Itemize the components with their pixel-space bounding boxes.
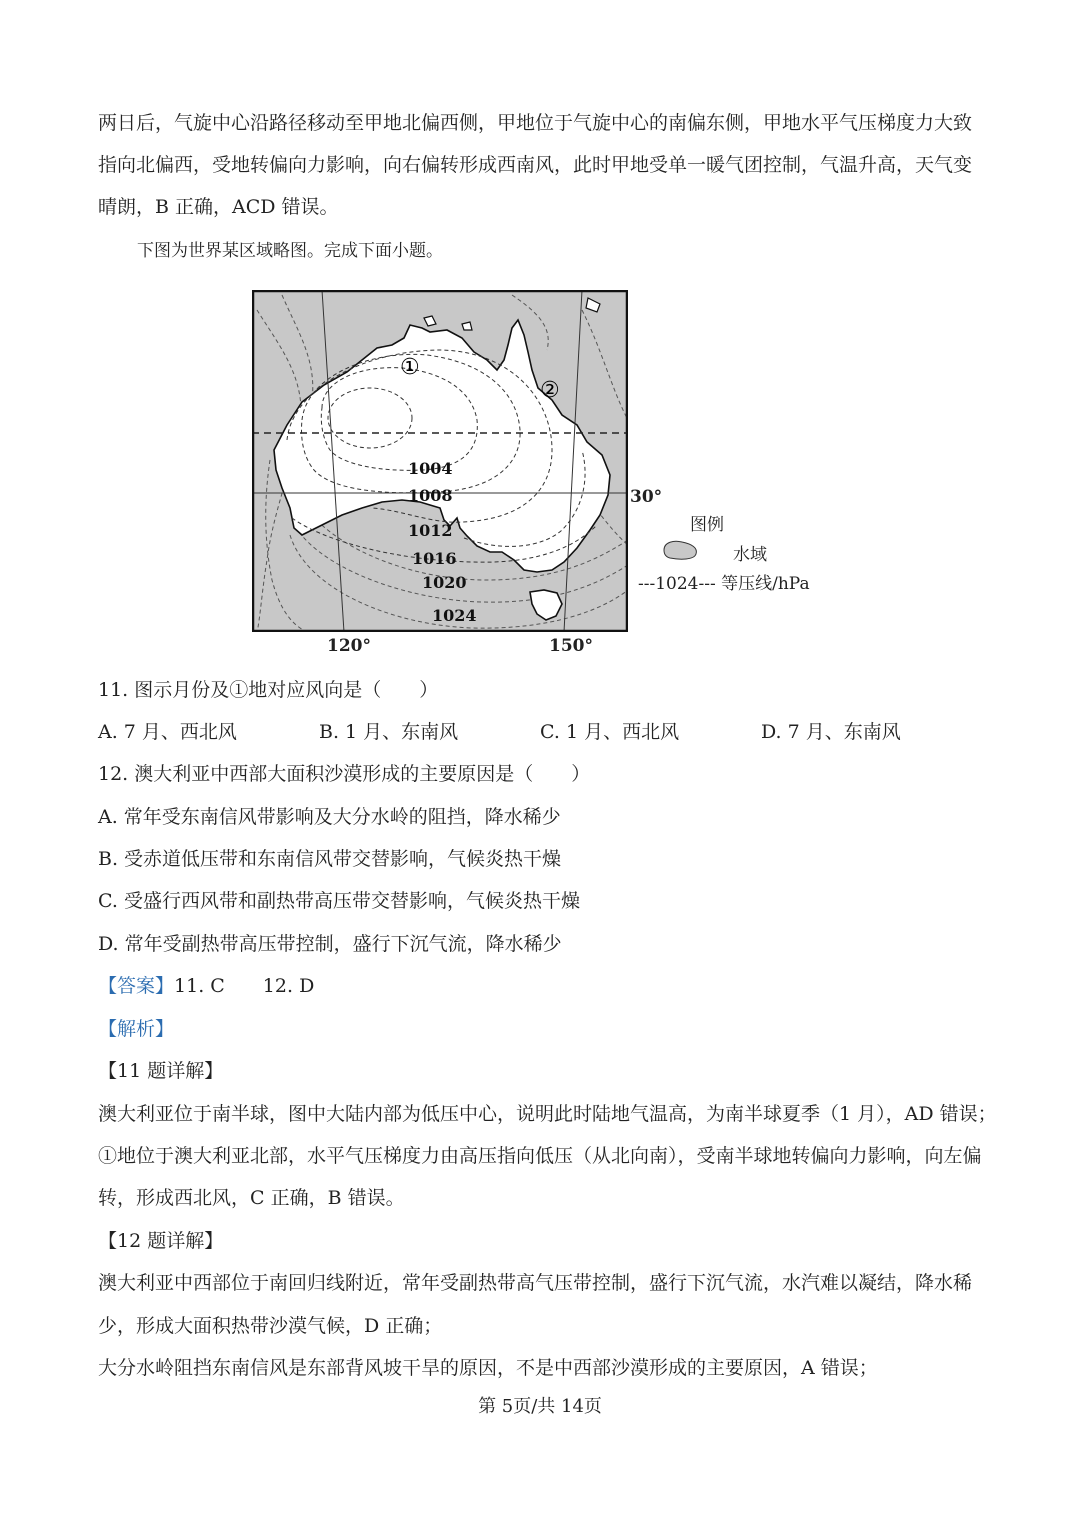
- isobar-label-1024: 1024: [432, 606, 477, 625]
- answer-tag: 【答案】: [98, 975, 175, 997]
- longitude-label-120: 120°: [327, 636, 371, 656]
- q11-option-b: B. 1 月、东南风: [319, 721, 459, 743]
- q12-option-d: D. 常年受副热带高压带控制，盛行下沉气流，降水稀少: [98, 933, 562, 955]
- isobar-label-1012: 1012: [408, 521, 453, 540]
- q11-option-d: D. 7 月、东南风: [761, 721, 901, 743]
- answer-line: [98, 973, 314, 999]
- marker-2: ②: [540, 378, 560, 403]
- q11-option-c: C. 1 月、西北风: [540, 721, 680, 743]
- legend-water-label: 水域: [733, 545, 767, 565]
- d12-line-1: 澳大利亚中西部位于南回归线附近，常年受副热带高气压带控制，盛行下沉气流，水汽难以凝结，降水稀: [98, 1272, 973, 1294]
- legend-title: 图例: [690, 515, 724, 535]
- q12-stem: 12. 澳大利亚中西部大面积沙漠形成的主要原因是（ ）: [98, 763, 591, 785]
- d11-title: 【11 题详解】: [98, 1060, 224, 1082]
- q12-option-b: B. 受赤道低压带和东南信风带交替影响，气候炎热干燥: [98, 848, 562, 870]
- q11-option-a: A. 7 月、西北风: [98, 721, 237, 743]
- q12-option-a: A. 常年受东南信风带影响及大分水岭的阻挡，降水稀少: [98, 806, 561, 828]
- page-footer: 第 5页/共 14页: [478, 1396, 602, 1417]
- isobar-label-1020: 1020: [422, 573, 467, 592]
- latitude-label-30: 30°: [630, 487, 663, 507]
- q11-stem: 11. 图示月份及①地对应风向是（ ）: [98, 679, 439, 701]
- prev-text-line-2: 指向北偏西，受地转偏向力影响，向右偏转形成西南风，此时甲地受单一暖气团控制，气温升高，天气变: [98, 154, 973, 176]
- longitude-label-150: 150°: [549, 636, 593, 656]
- d12-title: 【12 题详解】: [98, 1230, 224, 1252]
- prev-text-line-3: 晴朗，B 正确，ACD 错误。: [98, 196, 339, 218]
- d12-line-2: 少，形成大面积热带沙漠气候，D 正确；: [98, 1315, 443, 1337]
- legend-isobar-label: ---1024--- 等压线/hPa: [638, 574, 810, 594]
- intro-text: 下图为世界某区域略图。完成下面小题。: [137, 241, 443, 261]
- d11-line-3: 转，形成西北风，C 正确，B 错误。: [98, 1187, 405, 1209]
- australia-map: [252, 290, 628, 632]
- isobar-label-1016: 1016: [412, 549, 457, 568]
- analysis-tag: 【解析】: [98, 1018, 175, 1040]
- d12-line-3: 大分水岭阻挡东南信风是东部背风坡干旱的原因，不是中西部沙漠形成的主要原因，A 错误；: [98, 1357, 878, 1379]
- q12-option-c: C. 受盛行西风带和副热带高压带交替影响，气候炎热干燥: [98, 890, 580, 912]
- d11-line-1: 澳大利亚位于南半球，图中大陆内部为低压中心，说明此时陆地气温高，为南半球夏季（1 月），AD 错误；: [98, 1103, 997, 1125]
- prev-text-line-1: 两日后，气旋中心沿路径移动至甲地北偏西侧，甲地位于气旋中心的南偏东侧，甲地水平气压梯度力大致: [98, 112, 973, 134]
- isobar-label-1004: 1004: [408, 459, 453, 478]
- answer-text: 11. C 12. D: [174, 975, 315, 997]
- marker-1: ①: [400, 355, 420, 380]
- d11-line-2: ①地位于澳大利亚北部，水平气压梯度力由高压指向低压（从北向南），受南半球地转偏向力影响，向左偏: [98, 1145, 982, 1167]
- isobar-label-1008: 1008: [408, 486, 453, 505]
- water-legend-icon: [660, 538, 700, 562]
